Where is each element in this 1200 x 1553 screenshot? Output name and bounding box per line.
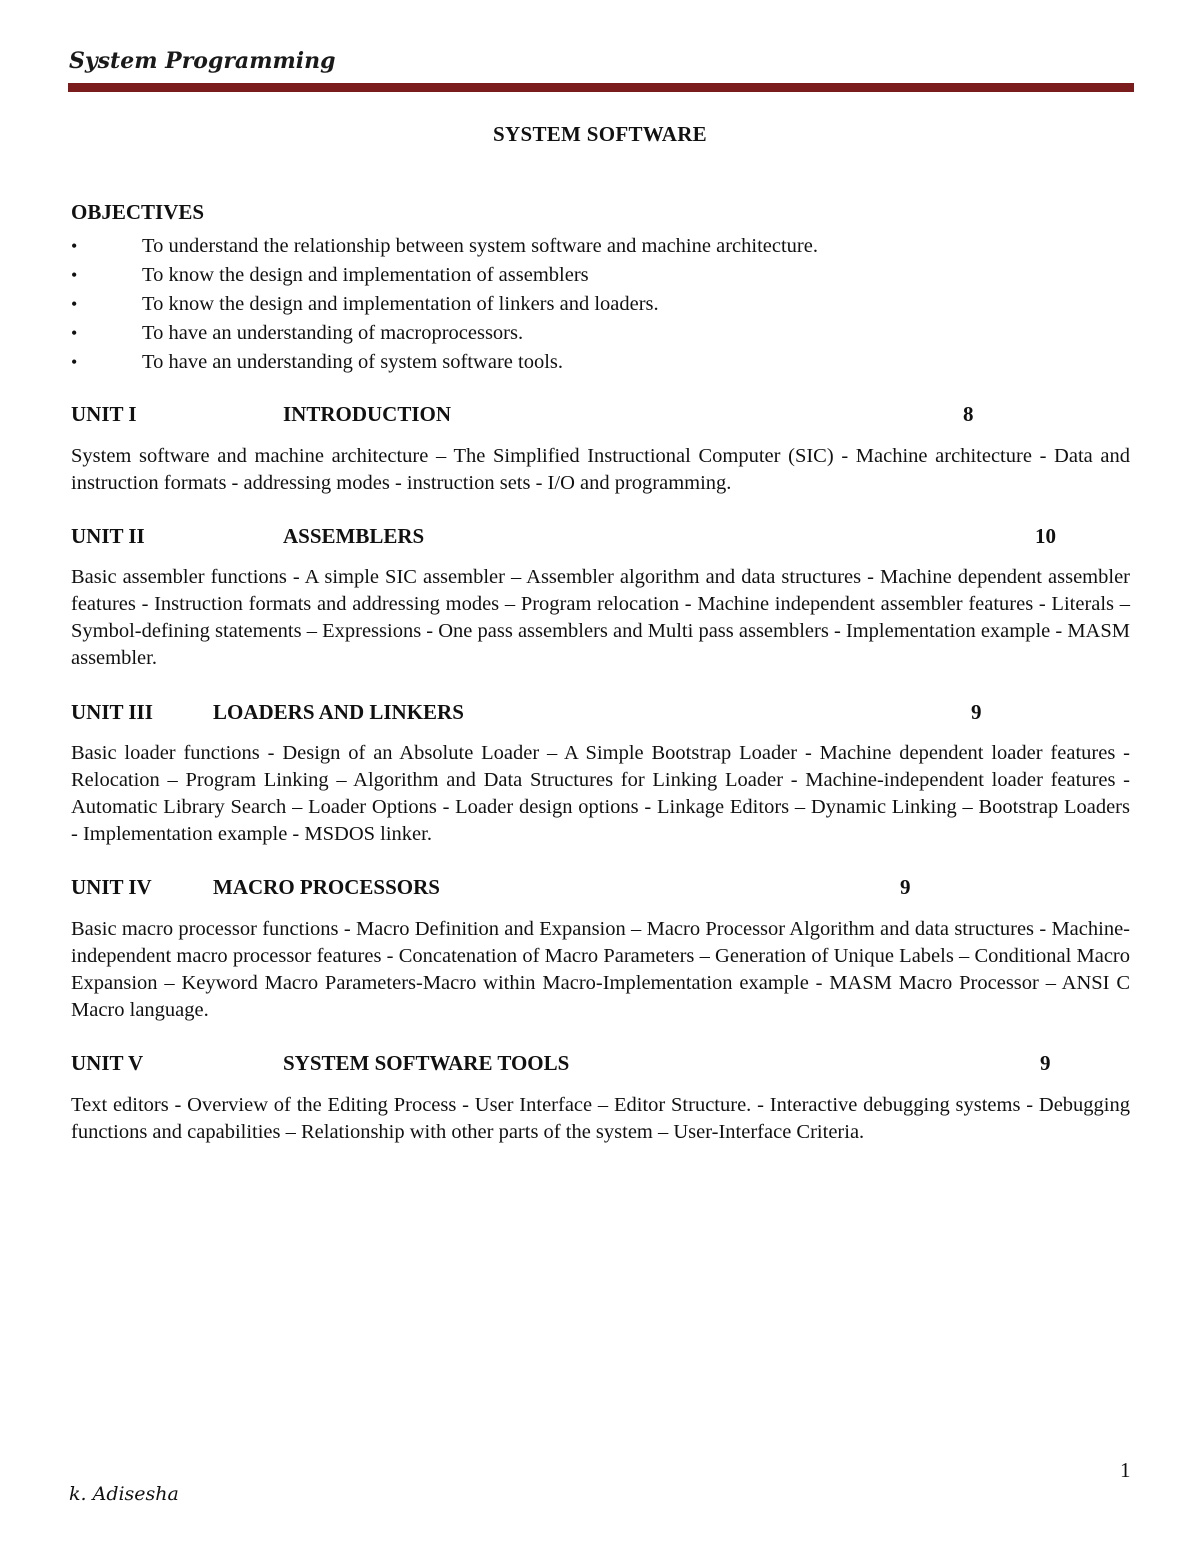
unit-3-heading: [71, 700, 1131, 726]
unit-5-content: Text editors - Overview of the Editing Process - User Interface – Editor Structure. - Interactive debugging systems - Debugging functions and capabilities – Relationship with other parts of the system – User-Interface Criteria.: [71, 1094, 1130, 1143]
unit-hours: 9: [1040, 1051, 1051, 1075]
bullet-icon: •: [71, 294, 78, 314]
unit-1-content: System software and machine architecture – The Simplified Instructional Computer (SIC) - Machine architecture - Data and instruction formats - addressing modes - instruction sets - I/O and programming.: [71, 445, 1130, 494]
unit-3-content: Basic loader functions - Design of an Absolute Loader – A Simple Bootstrap Loader - Machine dependent loader features - Relocation – Program Linking – Algorithm and Data Structures for Linking Loader - Machine-independent loader features - Automatic Library Search – Loader Options - Loader design options - Linkage Editors – Dynamic Linking – Bootstrap Loaders - Implementation example - MSDOS linker.: [71, 742, 1130, 845]
unit-title: ASSEMBLERS: [283, 524, 425, 548]
unit-1-heading: [71, 402, 1131, 428]
unit-number: UNIT V: [71, 1051, 144, 1075]
objective-text: To have an understanding of macroprocessors.: [142, 322, 524, 344]
bullet-icon: •: [71, 236, 78, 256]
objective-text: To know the design and implementation of linkers and loaders.: [142, 293, 659, 315]
unit-number: UNIT III: [71, 700, 153, 724]
unit-title: LOADERS AND LINKERS: [213, 700, 464, 724]
bullet-icon: •: [71, 265, 78, 285]
unit-4-heading: [71, 875, 1131, 901]
objectives-heading: OBJECTIVES: [71, 200, 205, 224]
objective-text: To understand the relationship between system software and machine architecture.: [142, 235, 818, 257]
unit-title: SYSTEM SOFTWARE TOOLS: [283, 1051, 570, 1075]
unit-hours: 8: [963, 402, 974, 426]
unit-5-heading: [71, 1051, 1131, 1077]
unit-title: INTRODUCTION: [283, 402, 452, 426]
header-divider: [68, 83, 1134, 92]
header-title: System Programming: [69, 48, 336, 74]
page-number: 1: [1120, 1458, 1131, 1482]
document-title: SYSTEM SOFTWARE: [493, 122, 707, 146]
unit-number: UNIT I: [71, 402, 137, 426]
unit-2-heading: [71, 524, 1131, 550]
bullet-icon: •: [71, 323, 78, 343]
unit-number: UNIT IV: [71, 875, 152, 899]
footer-author: k. Adisesha: [69, 1483, 179, 1505]
unit-number: UNIT II: [71, 524, 145, 548]
unit-hours: 10: [1035, 524, 1056, 548]
objective-text: To have an understanding of system software tools.: [142, 351, 564, 373]
unit-hours: 9: [971, 700, 982, 724]
unit-4-content: Basic macro processor functions - Macro Definition and Expansion – Macro Processor Algorithm and data structures - Machine-independent macro processor features - Concatenation of Macro Parameters – Generation of Unique Labels – Conditional Macro Expansion – Keyword Macro Parameters-Macro within Macro-Implementation example - MASM Macro Processor – ANSI C Macro language.: [71, 918, 1130, 1021]
objective-text: To know the design and implementation of assemblers: [142, 264, 589, 286]
bullet-icon: •: [71, 352, 78, 372]
unit-hours: 9: [900, 875, 911, 899]
unit-title: MACRO PROCESSORS: [213, 875, 440, 899]
unit-2-content: Basic assembler functions - A simple SIC assembler – Assembler algorithm and data structures - Machine dependent assembler features - Instruction formats and addressing modes – Program relocation - Machine independent assembler features - Literals – Symbol-defining statements – Expressions - One pass assemblers and Multi pass assemblers - Implementation example - MASM assembler.: [71, 566, 1130, 669]
